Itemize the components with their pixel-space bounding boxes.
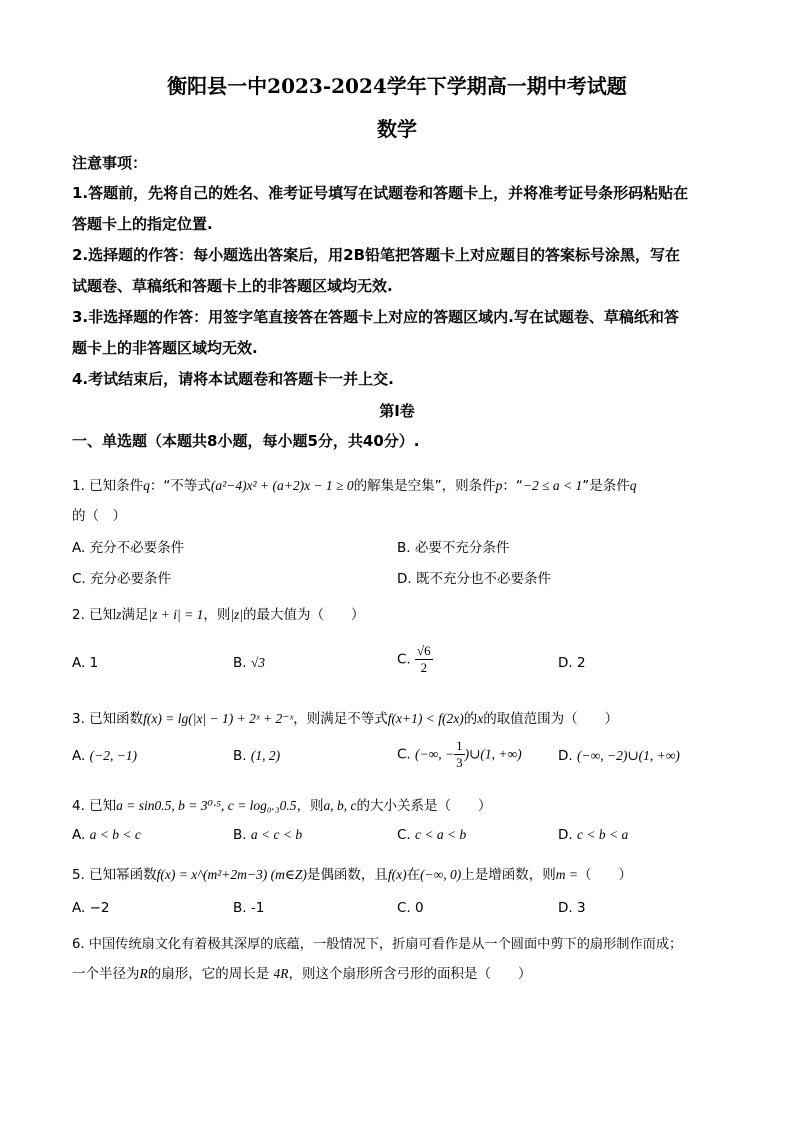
q3-function: f(x) = lg(|x| − 1) + 2ˣ + 2⁻ˣ bbox=[143, 711, 294, 726]
q2-condition: |z + i| = 1 bbox=[148, 607, 204, 622]
note-2-line-2: 试题卷、草稿纸和答题卡上的非答题区域均无效. bbox=[72, 277, 393, 295]
q5-option-a: A. −2 bbox=[72, 900, 110, 916]
note-2-line-1: 2.选择题的作答：每小题选出答案后，用2B铅笔把答题卡上对应题目的答案标号涂黑，写在 bbox=[72, 246, 681, 264]
q1-option-c: C. 充分必要条件 bbox=[72, 571, 172, 587]
q3-option-b: B. (1, 2) bbox=[233, 748, 281, 764]
q2-option-a: A. 1 bbox=[72, 655, 99, 671]
question-5: 5. 已知幂函数f(x) = x^(m²+2m−3) (m∈Z)是偶函数，且f(x)在(−∞, 0)上是增函数，则m =（ ） bbox=[72, 867, 633, 883]
q5-option-d: D. 3 bbox=[558, 900, 586, 916]
question-1-line-2: 的（ ） bbox=[72, 508, 126, 524]
q2-option-b: B. √3 bbox=[233, 655, 266, 671]
note-3-line-2: 题卡上的非答题区域均无效. bbox=[72, 339, 258, 357]
question-6-line-1: 6. 中国传统扇文化有着极其深厚的底蕴，一般情况下，折扇可看作是从一个圆面中剪下的扇形制作而成； bbox=[72, 937, 683, 952]
q5-option-c: C. 0 bbox=[397, 900, 424, 916]
question-4: 4. 已知a = sin0.5, b = 3⁰·⁵, c = log₀.₃0.5，则a, b, c的大小关系是（ ） bbox=[72, 798, 492, 814]
q3-option-d: D. (−∞, −2)∪(1, +∞) bbox=[558, 748, 680, 764]
question-1-line-1: 1. 已知条件q：“不等式(a²−4)x² + (a+2)x − 1 ≥ 0的解集是空集”，则条件p：“−2 ≤ a < 1”是条件q bbox=[72, 478, 637, 494]
q4-option-a: A. a < b < c bbox=[72, 827, 141, 843]
exam-title: 衡阳县一中2023-2024学年下学期高一期中考试题 bbox=[167, 74, 627, 98]
section-1-heading: 一、单选题（本题共8小题，每小题5分，共40分）. bbox=[72, 432, 420, 450]
q1-inequality: (a²−4)x² + (a+2)x − 1 ≥ 0 bbox=[210, 478, 354, 493]
q3-option-a: A. (−2, −1) bbox=[72, 748, 138, 764]
q1-option-d: D. 既不充分也不必要条件 bbox=[397, 571, 551, 587]
part-heading: 第Ⅰ卷 bbox=[379, 402, 415, 420]
q1-option-a: A. 充分不必要条件 bbox=[72, 540, 185, 556]
q2-option-d: D. 2 bbox=[558, 655, 586, 671]
notes-heading: 注意事项： bbox=[72, 154, 148, 172]
q4-definitions: a = sin0.5, b = 3⁰·⁵, c = log₀.₃0.5 bbox=[116, 798, 297, 813]
note-1-line-2: 答题卡上的指定位置. bbox=[72, 215, 213, 233]
q4-option-d: D. c < b < a bbox=[558, 827, 629, 843]
note-3-line-1: 3.非选择题的作答：用签字笔直接答在答题卡上对应的答题区域内.写在试题卷、草稿纸和答 bbox=[72, 308, 679, 326]
q3-option-c: C. (−∞, − $\frac{1}{3}$ )∪(1, +∞) bbox=[397, 738, 522, 770]
q4-option-c: C. c < a < b bbox=[397, 827, 467, 843]
question-3: 3. 已知函数f(x) = lg(|x| − 1) + 2ˣ + 2⁻ˣ，则满足不等式f(x+1) < f(2x)的x的取值范围为（ ） bbox=[72, 711, 619, 727]
question-6-line-2: 一个半径为R的扇形，它的周长是 4R，则这个扇形所含弓形的面积是（ ） bbox=[72, 966, 532, 982]
q5-option-b: B. -1 bbox=[233, 900, 265, 916]
note-1-line-1: 1.答题前，先将自己的姓名、准考证号填写在试题卷和答题卡上，并将准考证号条形码粘贴在 bbox=[72, 184, 689, 202]
q2-option-c: C. $\frac{√6}{2}$ bbox=[397, 643, 431, 675]
q4-option-b: B. a < c < b bbox=[233, 827, 303, 843]
question-2: 2. 已知z满足|z + i| = 1，则|z|的最大值为（ ） bbox=[72, 607, 365, 623]
note-4: 4.考试结束后，请将本试题卷和答题卡一并上交. bbox=[72, 370, 394, 388]
q3-inequality: f(x+1) < f(2x) bbox=[387, 711, 464, 726]
q1-option-b: B. 必要不充分条件 bbox=[397, 540, 510, 556]
subject-title: 数学 bbox=[377, 117, 417, 141]
q5-function: f(x) = x^(m²+2m−3) (m∈Z) bbox=[156, 867, 307, 882]
